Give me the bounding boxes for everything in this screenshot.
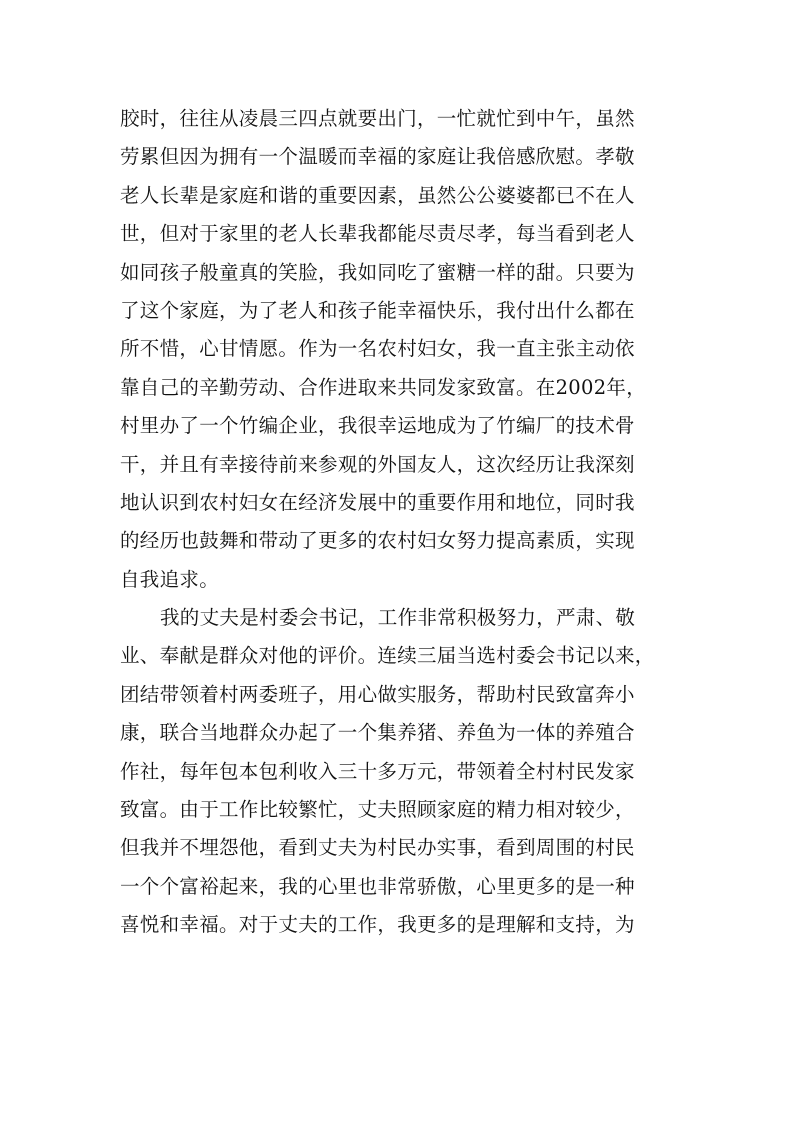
text-line-17: 康，联合当地群众办起了一个集养猪、养鱼为一体的养殖合: [120, 721, 635, 745]
text-line-16: 团结带领着村两委班子，用心做实服务，帮助村民致富奔小: [120, 682, 635, 706]
text-line-6: 了这个家庭，为了老人和孩子能幸福快乐，我付出什么都在: [120, 298, 635, 322]
text-line-13: 自我追求。: [120, 567, 220, 591]
text-line-9: 村里办了一个竹编企业，我很幸运地成为了竹编厂的技术骨: [120, 414, 635, 438]
text-line-3: 老人长辈是家庭和谐的重要因素，虽然公公婆婆都已不在人: [120, 183, 635, 207]
text-line-4: 世，但对于家里的老人长辈我都能尽责尽孝，每当看到老人: [120, 222, 635, 246]
text-line-14: 我的丈夫是村委会书记，工作非常积极努力，严肃、敬: [160, 606, 636, 630]
text-line-20: 但我并不埋怨他，看到丈夫为村民办实事，看到周围的村民: [120, 836, 635, 860]
text-line-10: 干，并且有幸接待前来参观的外国友人，这次经历让我深刻: [120, 452, 635, 476]
text-line-2: 劳累但因为拥有一个温暖而幸福的家庭让我倍感欣慰。孝敬: [120, 145, 635, 169]
text-line-21: 一个个富裕起来，我的心里也非常骄傲，心里更多的是一种: [120, 874, 635, 898]
text-line-7: 所不惜，心甘情愿。作为一名农村妇女，我一直主张主动依: [120, 337, 635, 361]
text-line-18: 作社，每年包本包利收入三十多万元，带领着全村村民发家: [120, 759, 635, 783]
text-line-11: 地认识到农村妇女在经济发展中的重要作用和地位，同时我: [120, 490, 635, 514]
text-line-19: 致富。由于工作比较繁忙，丈夫照顾家庭的精力相对较少，: [120, 798, 635, 822]
text-line-1: 胶时，往往从凌晨三四点就要出门，一忙就忙到中午，虽然: [120, 107, 635, 130]
body-text: [120, 100, 680, 945]
text-line-8: 靠自己的辛勤劳动、合作进取来共同发家致富。在2002年，: [120, 375, 647, 399]
text-line-15: 业、奉献是群众对他的评价。连续三届当选村委会书记以来，: [120, 644, 655, 668]
text-line-22: 喜悦和幸福。对于丈夫的工作，我更多的是理解和支持，为: [120, 913, 635, 937]
text-line-12: 的经历也鼓舞和带动了更多的农村妇女努力提高素质，实现: [120, 529, 635, 553]
text-line-5: 如同孩子般童真的笑脸，我如同吃了蜜糖一样的甜。只要为: [120, 260, 635, 284]
